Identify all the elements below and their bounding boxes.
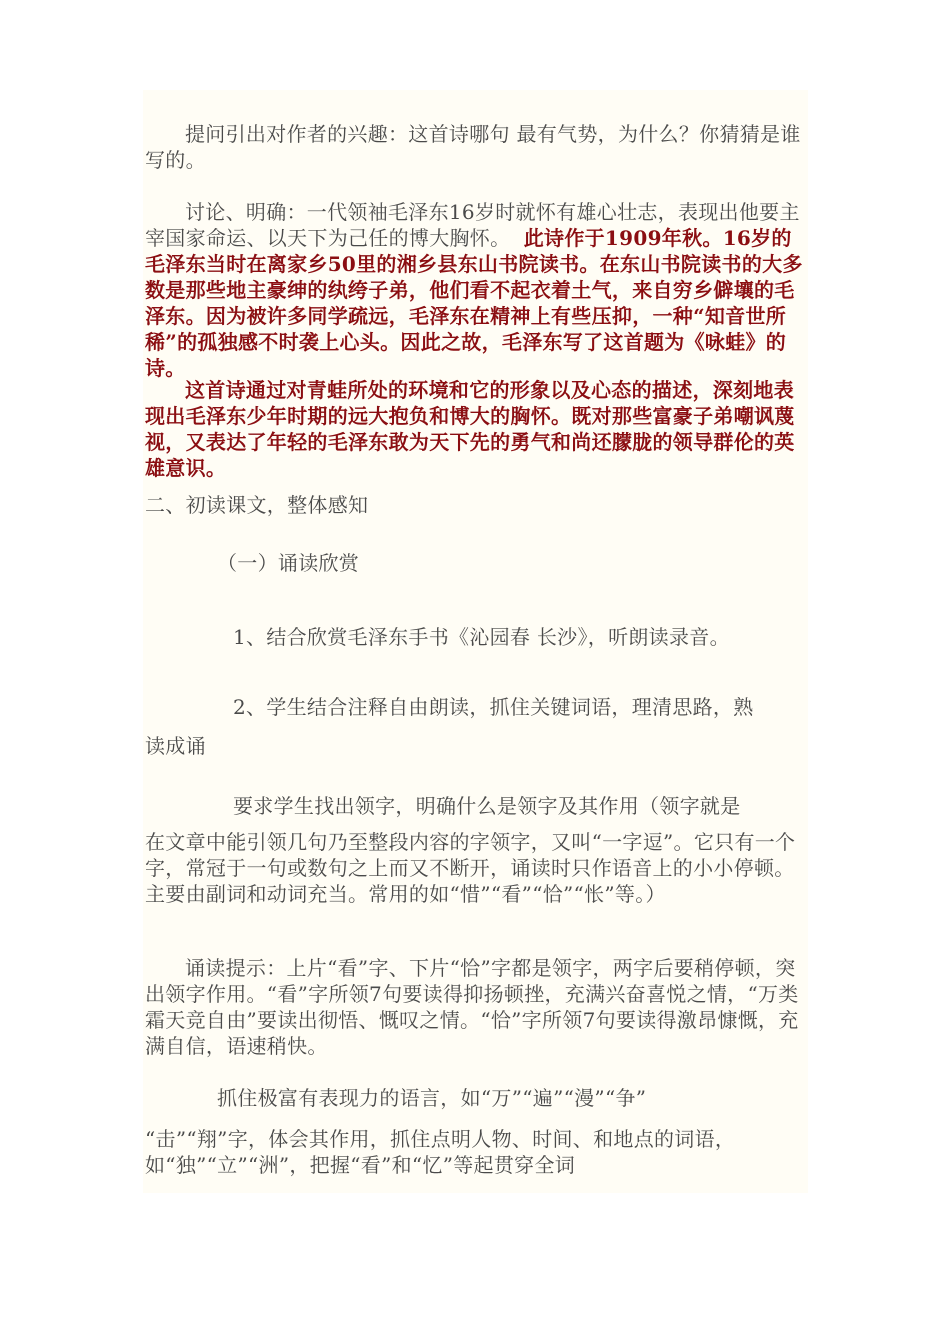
language-body: “击”“翔”字，体会其作用，抓住点明人物、时间、和地点的词语，如“独”“立”“洲”，把握“看”和“忆”等起贯穿全词: [145, 1127, 736, 1177]
discussion-background-text: 此诗作于1909年秋。16岁的毛泽东当时在离家乡50里的湘乡县东山书院读书。在东山书院读书的大多数是那些地主豪绅的纨绔子弟，他们看不起衣着土气，来自穷乡僻壤的毛泽东。因为被许多同学疏远，毛泽东在精神上有些压抑，一种“知音世所稀”的孤独感不时袭上心头。因此之故，毛泽东写了这首题为《咏蛙》的诗。: [145, 226, 803, 380]
list-item-2-line2: 读成诵: [145, 734, 206, 758]
list-item-2-line1: 2、学生结合注释自由朗读，抓住关键词语，理清思路，熟: [233, 695, 754, 719]
requirement-line1: 要求学生找出领字，明确什么是领字及其作用（领字就是: [233, 794, 741, 818]
paragraph-intro-question: 提问引出对作者的兴趣：这首诗哪句 最有气势，为什么？你猜猜是谁写的。: [145, 122, 801, 172]
paragraph-poem-analysis: 这首诗通过对青蛙所处的环境和它的形象以及心态的描述，深刻地表现出毛泽东少年时期的远大抱负和博大的胸怀。既对那些富豪子弟嘲讽蔑视，又表达了年轻的毛泽东敢为天下先的勇气和尚还朦胧的领导群伦的英雄意识。: [145, 378, 795, 480]
language-line1: 抓住极富有表现力的语言，如“万”“遍”“漫”“争”: [217, 1086, 647, 1110]
section-heading-2: 二、初读课文，整体感知: [145, 493, 369, 517]
subsection-heading-1: （一）诵读欣赏: [217, 551, 360, 575]
discussion-intro-text: 讨论、明确：一代领袖毛泽东16岁时就怀有雄心壮志，表现出他要主宰国家命运、以天下为己任的博大胸怀。: [145, 200, 800, 250]
list-item-1: 1、结合欣赏毛泽东手书《沁园春 长沙》，听朗读录音。: [233, 625, 730, 649]
reading-tips: 诵读提示：上片“看”字、下片“恰”字都是领字，两字后要稍停顿，突出领字作用。“看”字所领7句要读得抑扬顿挫，充满兴奋喜悦之情，“万类霜天竞自由”要读出彻悟、慨叹之情。“恰”字所领7句要读得激昂慷慨，充满自信，语速稍快。: [145, 956, 799, 1058]
requirement-body: 在文章中能引领几句乃至整段内容的字领字，又叫“一字逗”。它只有一个字，常冠于一句或数句之上而又不断开，诵读时只作语音上的小小停顿。主要由副词和动词充当。常用的如“惜”“看”“恰”“怅”等。）: [145, 830, 796, 906]
paragraph-discussion: [145, 199, 808, 381]
